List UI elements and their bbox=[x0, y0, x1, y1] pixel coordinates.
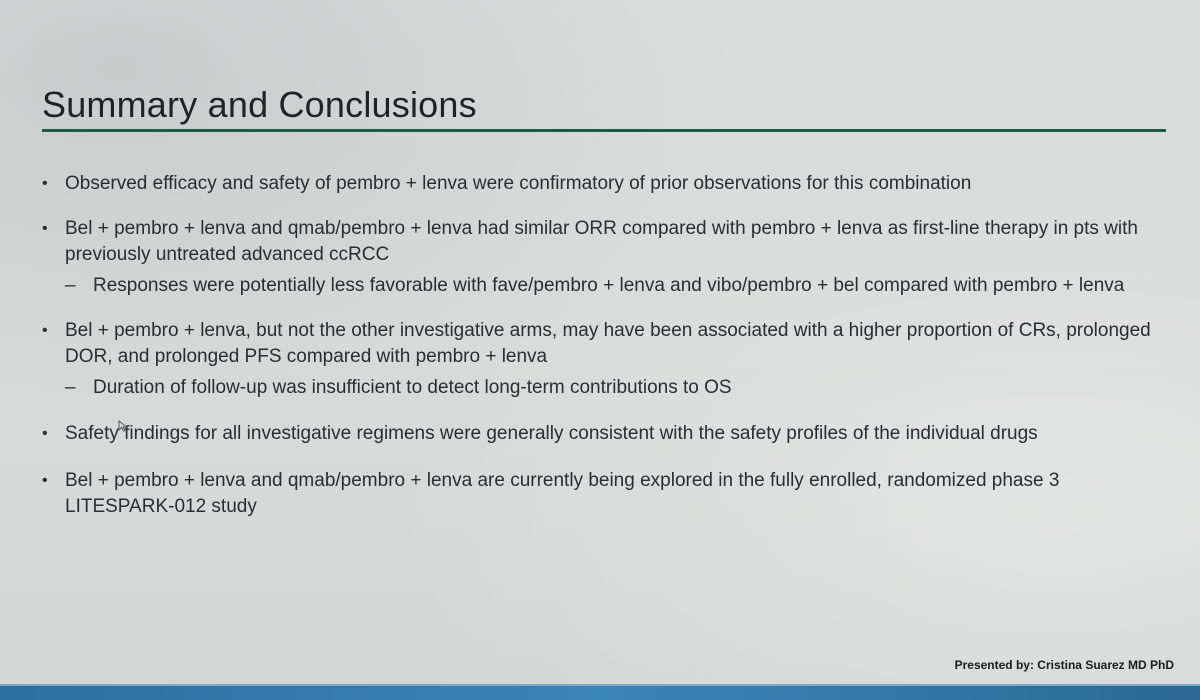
sub-point-text: Responses were potentially less favorable with fave/pembro + lenva and vibo/pembro + bel compared with pembro + lenva bbox=[93, 275, 1125, 296]
conclusions-list bbox=[42, 171, 1172, 537]
bullet-marker: • bbox=[42, 175, 48, 192]
dash-marker: – bbox=[65, 377, 76, 398]
dash-marker: – bbox=[65, 275, 76, 296]
bullet-marker: • bbox=[42, 425, 48, 442]
bullet-marker: • bbox=[42, 322, 48, 339]
title-underline bbox=[42, 129, 1166, 132]
conclusion-text: Safety findings for all investigative regimens were generally consistent with the safety profiles of the individual drugs bbox=[65, 423, 1038, 444]
sub-point bbox=[65, 273, 1172, 299]
screen-bottom-border bbox=[0, 686, 1200, 700]
sub-point-text: Duration of follow-up was insufficient to detect long-term contributions to OS bbox=[93, 377, 732, 398]
conclusion-item bbox=[42, 468, 1172, 520]
sub-point-list bbox=[65, 375, 1172, 401]
sub-point-list bbox=[65, 273, 1172, 299]
slide-title: Summary and Conclusions bbox=[42, 84, 477, 125]
conclusion-item bbox=[42, 421, 1172, 447]
conclusion-text: Bel + pembro + lenva and qmab/pembro + lenva had similar ORR compared with pembro + lenva as first-line therapy in pts with previously untreated advanced ccRCC bbox=[65, 218, 1138, 265]
bullet-marker: • bbox=[42, 220, 48, 237]
conclusion-text: Bel + pembro + lenva and qmab/pembro + lenva are currently being explored in the fully enrolled, randomized phase 3 LITESPARK-012 study bbox=[65, 470, 1060, 517]
conclusion-text: Observed efficacy and safety of pembro + lenva were confirmatory of prior observations for this combination bbox=[65, 173, 972, 194]
conclusion-item bbox=[42, 216, 1172, 299]
mouse-pointer-icon bbox=[118, 420, 128, 432]
bullet-marker: • bbox=[42, 472, 48, 489]
presenter-credit: Presented by: Cristina Suarez MD PhD bbox=[954, 658, 1174, 672]
conclusion-text: Bel + pembro + lenva, but not the other investigative arms, may have been associated with a higher proportion of CRs, prolonged DOR, and prolonged PFS compared with pembro + lenva bbox=[65, 320, 1151, 367]
conclusion-item bbox=[42, 171, 1172, 197]
conclusion-item bbox=[42, 318, 1172, 401]
sub-point bbox=[65, 375, 1172, 401]
